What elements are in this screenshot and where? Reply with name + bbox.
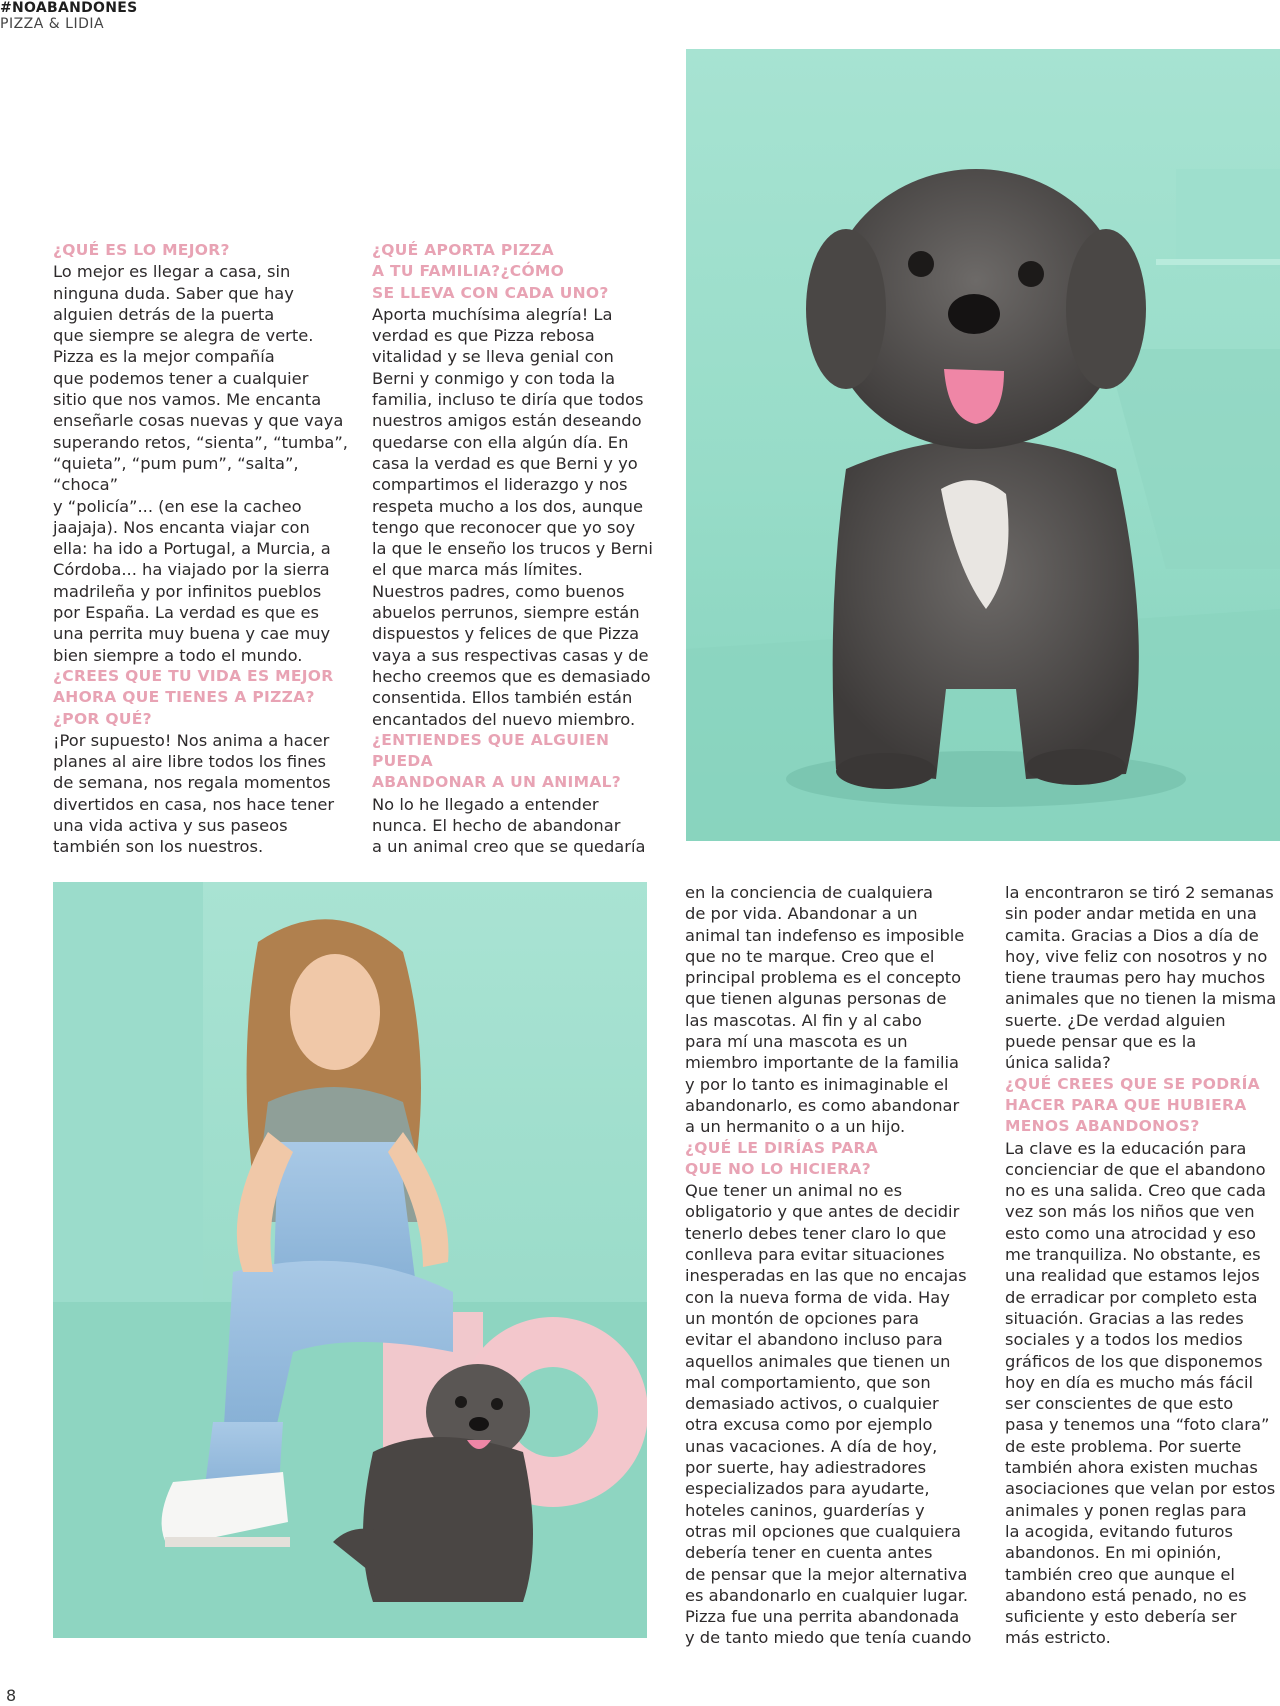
dog-illustration: [686, 49, 1280, 841]
question-heading: ¿ENTIENDES QUE ALGUIEN PUEDA ABANDONAR A UN ANIMAL?: [372, 730, 622, 792]
article-subtitle: PIZZA & LIDIA: [0, 16, 105, 32]
answer-paragraph: No lo he llegado a entender nunca. El hecho de abandonar a un animal creo que se quedaría: [372, 794, 646, 857]
dog-photo: [686, 49, 1280, 841]
question-heading: ¿QUÉ ES LO MEJOR?: [53, 241, 230, 259]
question-heading: ¿CREES QUE TU VIDA ES MEJOR AHORA QUE TIENES A PIZZA? ¿POR QUÉ?: [53, 666, 334, 728]
woman-and-dog-photo: [53, 882, 647, 1638]
hashtag-title: #NOABANDONES: [0, 0, 138, 16]
answer-paragraph: Que tener un animal no es obligatorio y que antes de decidir tenerlo debes tener claro lo que conlleva para evitar situaciones inesperadas en las que no encajas con la nueva forma de vida. Hay un montón de opciones para evitar el abandono incluso para aquellos animales que tienen un mal comportamiento, que son demasiado activos, o cualquier otra excusa como por ejemplo unas vacaciones. A día de hoy, por suerte, hay adiestradores especializados para ayudarte, hoteles caninos, guarderías y otras mil opciones que cualquiera debería tener en cuenta antes de pensar que la mejor alternativa es abandonarlo en cualquier lugar. Pizza fue una perrita abandonada y de tanto miedo que tenía cuando: [685, 1181, 972, 1648]
answer-paragraph: La clave es la educación para concienciar de que el abandono no es una salida. Creo que cada vez son más los niños que ven esto como una atrocidad y eso me tranquiliza. No obstante, es una realidad que estamos lejos de erradicar por completo esta situación. Gracias a las redes sociales y a todos los medios gráficos de los que disponemos hoy en día es mucho más fácil ser conscientes de que esto pasa y tenemos una “foto clara” de este problema. Por suerte también ahora existen muchas asociaciones que velan por estos animales y ponen reglas para la acogida, evitando futuros abandonos. En mi opinión, también creo que aunque el abandono está penado, no es suficiente y esto debería ser más estricto.: [1005, 1138, 1276, 1648]
article-column-4: [1005, 882, 1277, 1649]
question-heading: ¿QUÉ APORTA PIZZA A TU FAMILIA?¿CÓMO SE LLEVA CON CADA UNO?: [372, 241, 609, 302]
page-number: 8: [6, 1686, 17, 1705]
answer-paragraph: Lo mejor es llegar a casa, sin ninguna duda. Saber que hay alguien detrás de la puerta que siempre se alegra de verte. Pizza es la mejor compañía que podemos tener a cualquier sitio que nos vamos. Me encanta enseñarle cosas nuevas y que vaya superando retos, “sienta”, “tumba”, “quieta”, “pum pum”, “salta”, “choca” y “policía”... (en ese la cacheo jaajaja). Nos encanta viajar con ella: ha ido a Portugal, a Murcia, a Córdoba... ha viajado por la sierra madrileña y por infinitos pueblos por España. La verdad es que es una perrita muy buena y cae muy bien siempre a todo el mundo.: [53, 262, 348, 665]
answer-paragraph: la encontraron se tiró 2 semanas sin poder andar metida en una camita. Gracias a Dios a día de hoy, vive feliz con nosotros y no tiene traumas pero hay muchos animales que no tienen la misma suerte. ¿De verdad alguien puede pensar que es la única salida?: [1005, 883, 1277, 1073]
answer-paragraph: en la conciencia de cualquiera de por vida. Abandonar a un animal tan indefenso es imposible que no te marque. Creo que el principal problema es el concepto que tienen algunas personas de las mascotas. Al fin y al cabo para mí una mascota es un miembro importante de la familia y por lo tanto es inimaginable el abandonarlo, es como abandonar a un hermanito o a un hijo.: [685, 883, 965, 1137]
article-column-2: [372, 240, 672, 858]
article-column-3: [685, 882, 985, 1649]
answer-paragraph: Aporta muchísima alegría! La verdad es que Pizza rebosa vitalidad y se lleva genial con Berni y conmigo y con toda la familia, incluso te diría que todos nuestros amigos están deseando quedarse con ella algún día. En casa la verdad es que Berni y yo compartimos el liderazgo y nos respeta mucho a los dos, aunque tengo que reconocer que yo soy la que le enseño los trucos y Berni el que marca más límites. Nuestros padres, como buenos abuelos perrunos, siempre están dispuestos y felices de que Pizza vaya a sus respectivas casas y de hecho creemos que es demasiado consentida. Ellos también están encantados del nuevo miembro.: [372, 304, 653, 729]
question-heading: ¿QUÉ CREES QUE SE PODRÍA HACER PARA QUE HUBIERA MENOS ABANDONOS?: [1005, 1074, 1260, 1136]
section-header: [0, 0, 138, 32]
article-column-1: [53, 240, 353, 858]
woman-and-dog-illustration: [53, 882, 647, 1638]
answer-paragraph: ¡Por supuesto! Nos anima a hacer planes al aire libre todos los fines de semana, nos regala momentos divertidos en casa, nos hace tener una vida activa y sus paseos también son los nuestros.: [53, 730, 335, 857]
question-heading: ¿QUÉ LE DIRÍAS PARA QUE NO LO HICIERA?: [685, 1138, 879, 1178]
